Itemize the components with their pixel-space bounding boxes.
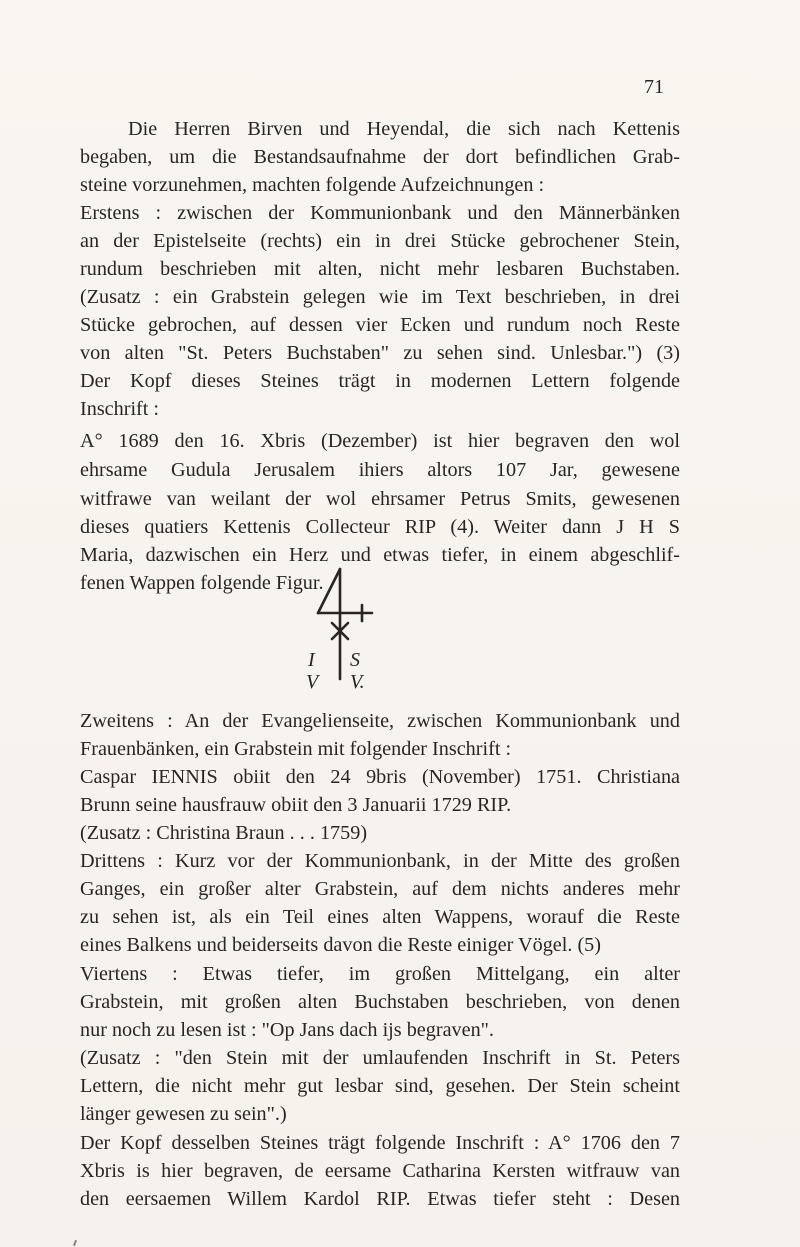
text-line: Lettern, die nicht mehr gut lesbar sind, gesehen. Der Stein scheint — [80, 1075, 680, 1097]
text-line: begaben, um die Bestandsaufnahme der dort befindlichen Grab- — [80, 146, 680, 168]
merchant-mark-icon — [306, 563, 426, 693]
text-line: eines Balkens und beiderseits davon die Reste einiger Vögel. (5) — [80, 934, 602, 956]
text-line: Inschrift : — [80, 398, 160, 420]
text-line: Stücke gebrochen, auf dessen vier Ecken und rundum noch Reste — [80, 314, 680, 336]
text-line: Frauenbänken, ein Grabstein mit folgender Inschrift : — [80, 738, 512, 760]
text-line: (Zusatz : Christina Braun . . . 1759) — [80, 822, 368, 844]
text-line: Brunn seine hausfrauw obiit den 3 Januarii 1729 RIP. — [80, 794, 512, 816]
text-line: ehrsame Gudula Jerusalem ihiers altors 107 Jar, gewesene — [80, 459, 680, 481]
figure-letter-v-dot: V. — [350, 671, 365, 693]
text-line: Die Herren Birven und Heyendal, die sich nach Kettenis — [128, 118, 680, 140]
figure-letter-i: I — [308, 649, 315, 671]
figure-letter-v: V — [306, 671, 319, 693]
text-line: steine vorzunehmen, machten folgende Aufzeichnungen : — [80, 174, 545, 196]
text-line: länger gewesen zu sein".) — [80, 1103, 287, 1125]
page-number: 71 — [644, 76, 664, 98]
merchant-mark-figure — [306, 563, 426, 693]
text-line: von alten "St. Peters Buchstaben" zu sehen sind. Unlesbar.") (3) — [80, 342, 680, 364]
text-line: witfrawe van weilant der wol ehrsamer Petrus Smits, gewesenen — [80, 488, 680, 510]
text-line: A° 1689 den 16. Xbris (Dezember) ist hier begraven den wol — [80, 430, 680, 452]
paper-speck — [73, 1240, 77, 1246]
text-line: Erstens : zwischen der Kommunionbank und den Männerbänken — [80, 202, 680, 224]
text-line: Zweitens : An der Evangelienseite, zwischen Kommunionbank und — [80, 710, 680, 732]
text-line: dieses quatiers Kettenis Collecteur RIP (4). Weiter dann J H S — [80, 516, 680, 538]
text-line: Ganges, ein großer alter Grabstein, auf dem nichts anderes mehr — [80, 878, 680, 900]
text-line: an der Epistelseite (rechts) ein in drei Stücke gebrochener Stein, — [80, 230, 680, 252]
text-line: rundum beschrieben mit alten, nicht mehr lesbaren Buchstaben. — [80, 258, 680, 280]
text-line: Viertens : Etwas tiefer, im großen Mittelgang, ein alter — [80, 963, 680, 985]
text-line: zu sehen ist, als ein Teil eines alten Wappens, worauf die Reste — [80, 906, 680, 928]
text-line: fenen Wappen folgende Figur. — [80, 572, 324, 594]
text-line: Drittens : Kurz vor der Kommunionbank, in der Mitte des großen — [80, 850, 680, 872]
text-line: Caspar IENNIS obiit den 24 9bris (November) 1751. Christiana — [80, 766, 680, 788]
text-line: Grabstein, mit großen alten Buchstaben beschrieben, von denen — [80, 991, 680, 1013]
text-line: (Zusatz : "den Stein mit der umlaufenden Inschrift in St. Peters — [80, 1047, 680, 1069]
text-line: Xbris is hier begraven, de eersame Catharina Kersten witfrauw van — [80, 1160, 680, 1182]
figure-letter-s: S — [350, 649, 360, 671]
text-line: den eersaemen Willem Kardol RIP. Etwas tiefer steht : Desen — [80, 1188, 680, 1210]
text-line: (Zusatz : ein Grabstein gelegen wie im Text beschrieben, in drei — [80, 286, 680, 308]
text-line: nur noch zu lesen ist : "Op Jans dach ijs begraven". — [80, 1019, 494, 1041]
text-line: Maria, dazwischen ein Herz und etwas tiefer, in einem abgeschlif- — [80, 544, 680, 566]
text-line: Der Kopf dieses Steines trägt in modernen Lettern folgende — [80, 370, 680, 392]
text-line: Der Kopf desselben Steines trägt folgende Inschrift : A° 1706 den 7 — [80, 1132, 680, 1154]
